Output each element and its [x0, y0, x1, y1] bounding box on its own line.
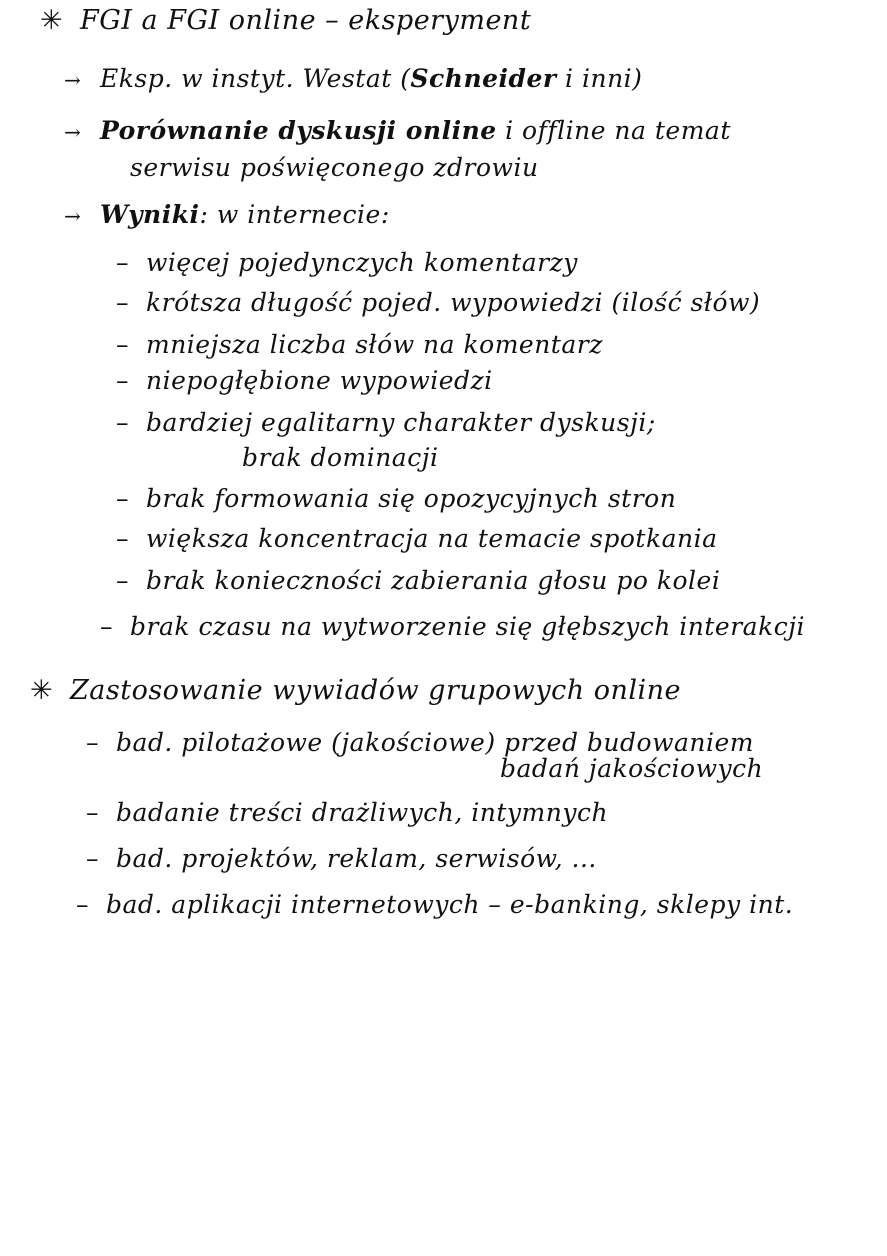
dash-icon: – — [116, 524, 129, 553]
application-item-1-continuation — [500, 754, 763, 784]
point-experiment — [64, 64, 642, 95]
dash-icon: – — [116, 566, 129, 595]
dash-icon: – — [116, 484, 129, 513]
result-text: niepogłębione wypowiedzi — [146, 366, 493, 395]
continuation-text: serwisu poświęconego zdrowiu — [130, 153, 539, 182]
dash-icon: – — [116, 408, 129, 437]
results-label: Wyniki — [100, 200, 200, 229]
point-text: Eksp. w instyt. Westat ( — [100, 64, 411, 93]
arrow-icon: → — [64, 120, 82, 144]
result-item-5-continuation — [242, 443, 438, 473]
arrow-icon: → — [64, 204, 82, 228]
heading-text: Zastosowanie wywiadów grupowych online — [70, 675, 682, 706]
result-text: brak czasu na wytworzenie się głębszych interakcji — [130, 612, 805, 641]
result-text: krótsza długość pojed. wypowiedzi (ilość słów) — [146, 288, 761, 317]
dash-icon: – — [116, 288, 129, 317]
section1-heading — [40, 6, 531, 36]
result-text: większa koncentracja na temacie spotkania — [146, 524, 718, 553]
dash-icon: – — [116, 366, 129, 395]
point-text: : w internecie: — [199, 200, 390, 229]
point-comparison-continuation — [130, 153, 539, 183]
dash-icon: – — [86, 728, 99, 757]
application-text: badanie treści drażliwych, intymnych — [116, 798, 609, 827]
dash-icon: – — [100, 612, 113, 641]
continuation-text: badań jakościowych — [500, 754, 764, 783]
result-item-9 — [100, 612, 805, 642]
dash-icon: – — [116, 248, 129, 277]
result-item-5 — [116, 408, 656, 438]
dash-icon: – — [116, 330, 129, 359]
point-text: i offline na temat — [496, 116, 731, 145]
point-comparison — [64, 116, 731, 147]
dash-icon: – — [86, 798, 99, 827]
result-item-2 — [116, 288, 760, 318]
result-item-6 — [116, 484, 676, 514]
result-text: więcej pojedynczych komentarzy — [146, 248, 578, 277]
continuation-text: brak dominacji — [242, 443, 439, 472]
application-text: bad. projektów, reklam, serwisów, ... — [116, 844, 597, 873]
dash-icon: – — [76, 890, 89, 919]
result-text: brak formowania się opozycyjnych stron — [146, 484, 677, 513]
application-item-3 — [86, 844, 597, 874]
result-item-3 — [116, 330, 603, 360]
result-item-4 — [116, 366, 493, 396]
asterisk-icon: ✳ — [40, 5, 64, 36]
application-item-4 — [76, 890, 793, 920]
result-text: brak konieczności zabierania głosu po kolei — [146, 566, 721, 595]
asterisk-icon: ✳ — [30, 675, 54, 706]
arrow-icon: → — [64, 68, 82, 92]
dash-icon: – — [86, 844, 99, 873]
result-text: bardziej egalitarny charakter dyskusji; — [146, 408, 656, 437]
section2-heading — [30, 676, 681, 706]
point-results — [64, 200, 390, 231]
point-text-end: i inni) — [556, 64, 643, 93]
heading-text: FGI a FGI online – eksperyment — [80, 5, 532, 36]
result-item-1 — [116, 248, 578, 278]
author-name: Schneider — [410, 64, 557, 93]
application-text: bad. pilotażowe (jakościowe) przed budowaniem — [116, 728, 754, 757]
application-item-2 — [86, 798, 608, 828]
point-text-bold: Porównanie dyskusji online — [100, 116, 497, 145]
result-text: mniejsza liczba słów na komentarz — [146, 330, 603, 359]
result-item-7 — [116, 524, 718, 554]
application-text: bad. aplikacji internetowych – e-banking, sklepy int. — [106, 890, 794, 919]
result-item-8 — [116, 566, 720, 596]
